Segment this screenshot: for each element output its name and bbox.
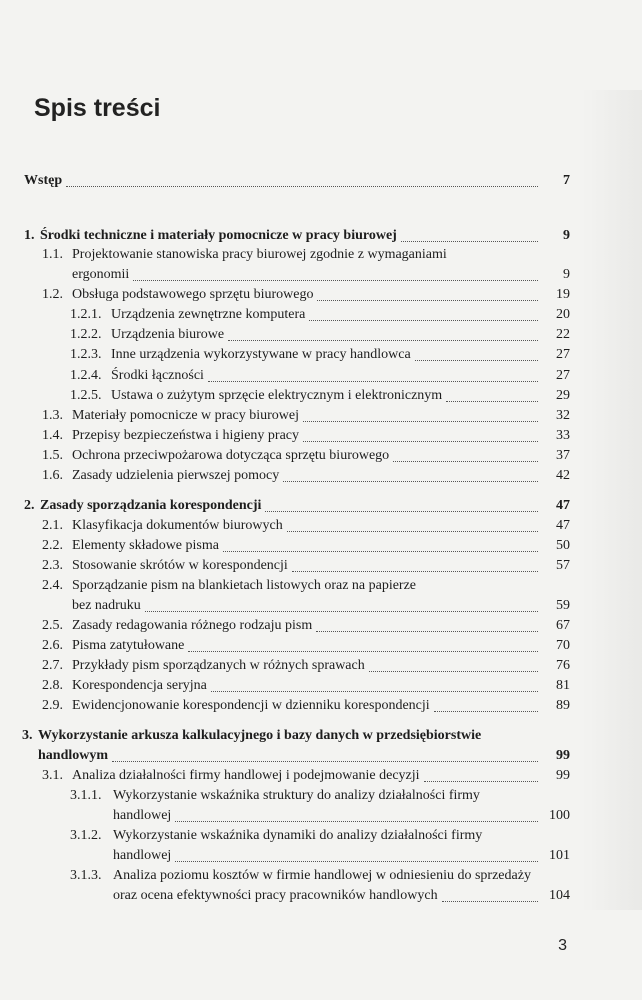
toc-entry-page: 7 <box>563 173 570 188</box>
toc-entry <box>0 245 642 265</box>
toc-entry-title: Sporządzanie pism na blankietach listowych oraz na papierze <box>72 578 417 593</box>
toc-entry <box>0 171 642 191</box>
toc-entry-number: 2.4. <box>42 578 63 593</box>
toc-entry-title: Materiały pomocnicze w pracy biurowej <box>72 408 300 423</box>
toc-entry-title: Wstęp <box>24 173 63 188</box>
toc-entry-page: 9 <box>563 267 570 282</box>
toc-entry <box>0 576 642 596</box>
toc-entry-number: 1.6. <box>42 468 63 483</box>
toc-entry-page: 100 <box>549 808 570 823</box>
toc-dot-leader <box>66 184 538 187</box>
toc-entry <box>0 446 642 466</box>
toc-entry <box>0 886 642 906</box>
toc-entry-number: 1.4. <box>42 428 63 443</box>
toc-entry-title: Stosowanie skrótów w korespondencji <box>72 558 288 573</box>
toc-entry-title: Wykorzystanie wskaźnika struktury do analizy działalności firmy <box>113 788 480 803</box>
toc-entry-title: Inne urządzenia wykorzystywane w pracy handlowca <box>111 347 411 362</box>
toc-entry-page: 99 <box>556 768 570 783</box>
toc-entry-number: 2.3. <box>42 558 63 573</box>
toc-dot-leader <box>287 529 538 532</box>
toc-entry <box>0 305 642 325</box>
toc-entry <box>0 846 642 866</box>
toc-entry-page: 104 <box>549 888 570 903</box>
toc-entry <box>0 636 642 656</box>
toc-entry <box>0 676 642 696</box>
toc-entry <box>0 516 642 536</box>
toc-entry <box>0 596 642 616</box>
toc-entry-number: 2.7. <box>42 658 63 673</box>
toc-entry-page: 42 <box>556 468 570 483</box>
toc-entry-page: 81 <box>556 678 570 693</box>
toc-entry-number: 2.2. <box>42 538 63 553</box>
toc-entry-page: 101 <box>549 848 570 863</box>
toc-entry <box>0 265 642 285</box>
toc-entry-title: handlowej <box>113 808 172 823</box>
page-number: 3 <box>558 937 567 954</box>
toc-entry-title: Ochrona przeciwpożarowa dotycząca sprzętu biurowego <box>72 448 390 463</box>
toc-entry <box>0 325 642 345</box>
toc-entry-page: 89 <box>556 698 570 713</box>
toc-entry-number: 2.9. <box>42 698 63 713</box>
toc-entry-title: Projektowanie stanowiska pracy biurowej zgodnie z wymaganiami <box>72 247 447 262</box>
toc-entry-title: Klasyfikacja dokumentów biurowych <box>72 518 283 533</box>
toc-dot-leader <box>211 689 538 692</box>
toc-entry-number: 2.8. <box>42 678 63 693</box>
toc-dot-leader <box>317 298 538 301</box>
page-title: Spis treści <box>34 94 161 122</box>
toc-entry-title: oraz ocena efektywności pracy pracowników handlowych <box>113 888 438 903</box>
toc-entry <box>0 726 642 746</box>
toc-entry <box>0 746 642 766</box>
toc-entry <box>0 366 642 386</box>
toc-entry <box>0 386 642 406</box>
toc-entry-title: Ustawa o zużytym sprzęcie elektrycznym i elektronicznym <box>111 388 443 403</box>
toc-entry <box>0 466 642 486</box>
toc-entry <box>0 496 642 516</box>
toc-dot-leader <box>265 509 538 512</box>
toc-entry-title: Obsługa podstawowego sprzętu biurowego <box>72 287 314 302</box>
toc-entry-page: 22 <box>556 327 570 342</box>
toc-dot-leader <box>303 439 538 442</box>
toc-entry-page: 27 <box>556 368 570 383</box>
toc-entry-title: Ewidencjonowanie korespondencji w dzienniku korespondencji <box>72 698 430 713</box>
toc-entry-page: 50 <box>556 538 570 553</box>
toc-entry-title: handlowym <box>38 748 109 763</box>
toc-dot-leader <box>112 759 538 762</box>
toc-entry-page: 37 <box>556 448 570 463</box>
toc-entry-number: 3. <box>22 728 33 743</box>
toc-entry-page: 47 <box>556 498 570 513</box>
toc-entry-number: 3.1. <box>42 768 63 783</box>
toc-entry-title: handlowej <box>113 848 172 863</box>
toc-entry <box>0 866 642 886</box>
toc-entry-number: 1.1. <box>42 247 63 262</box>
toc-dot-leader <box>133 278 538 281</box>
toc-dot-leader <box>188 649 538 652</box>
toc-entry <box>0 226 642 246</box>
toc-entry <box>0 696 642 716</box>
toc-dot-leader <box>309 318 538 321</box>
toc-entry-page: 59 <box>556 598 570 613</box>
toc-entry-title: Analiza poziomu kosztów w firmie handlowej w odniesieniu do sprzedaży <box>113 868 531 883</box>
toc-entry <box>0 406 642 426</box>
toc-entry <box>0 556 642 576</box>
toc-entry-number: 2.1. <box>42 518 63 533</box>
toc-entry-page: 29 <box>556 388 570 403</box>
toc-dot-leader <box>434 709 538 712</box>
toc-dot-leader <box>442 899 538 902</box>
toc-entry-page: 67 <box>556 618 570 633</box>
toc-entry <box>0 345 642 365</box>
toc-entry-title: Elementy składowe pisma <box>72 538 219 553</box>
toc-entry-title: Pisma zatytułowane <box>72 638 185 653</box>
toc-entry-number: 1.3. <box>42 408 63 423</box>
toc-entry-title: Środki łączności <box>111 368 204 383</box>
toc-entry-number: 1.5. <box>42 448 63 463</box>
toc-entry <box>0 786 642 806</box>
toc-entry-number: 1.2.2. <box>70 327 102 342</box>
toc-entry-title: Wykorzystanie arkusza kalkulacyjnego i bazy danych w przedsiębiorstwie <box>38 728 482 743</box>
toc-entry <box>0 426 642 446</box>
toc-dot-leader <box>175 819 538 822</box>
toc-entry-title: Przepisy bezpieczeństwa i higieny pracy <box>72 428 300 443</box>
toc-entry-page: 33 <box>556 428 570 443</box>
toc-entry <box>0 806 642 826</box>
toc-entry-number: 1.2.5. <box>70 388 102 403</box>
toc-entry <box>0 536 642 556</box>
toc-entry-title: Przykłady pism sporządzanych w różnych sprawach <box>72 658 365 673</box>
toc-entry-number: 1. <box>24 228 35 243</box>
toc-entry-page: 9 <box>563 228 570 243</box>
toc-entry-page: 57 <box>556 558 570 573</box>
toc-dot-leader <box>283 479 538 482</box>
toc-dot-leader <box>401 239 538 242</box>
toc-entry-number: 1.2.4. <box>70 368 102 383</box>
toc-entry-title: Wykorzystanie wskaźnika dynamiki do analizy działalności firmy <box>113 828 483 843</box>
toc-dot-leader <box>393 459 538 462</box>
toc-entry <box>0 656 642 676</box>
toc-entry <box>0 766 642 786</box>
toc-entry-page: 76 <box>556 658 570 673</box>
toc-entry-page: 70 <box>556 638 570 653</box>
toc-entry <box>0 826 642 846</box>
toc-dot-leader <box>369 669 538 672</box>
toc-dot-leader <box>228 338 538 341</box>
toc-entry-page: 20 <box>556 307 570 322</box>
toc-entry-title: ergonomii <box>72 267 130 282</box>
toc-dot-leader <box>415 358 538 361</box>
toc-entry-number: 2.5. <box>42 618 63 633</box>
toc-entry-number: 1.2.1. <box>70 307 102 322</box>
toc-entry-title: Zasady udzielenia pierwszej pomocy <box>72 468 280 483</box>
toc-entry-page: 99 <box>556 748 570 763</box>
toc-entry-page: 47 <box>556 518 570 533</box>
toc-entry-title: Zasady sporządzania korespondencji <box>40 498 262 513</box>
toc-entry-number: 3.1.2. <box>70 828 102 843</box>
toc-entry <box>0 285 642 305</box>
toc-entry-number: 3.1.3. <box>70 868 102 883</box>
toc-entry-number: 1.2.3. <box>70 347 102 362</box>
toc-entry-page: 32 <box>556 408 570 423</box>
toc-dot-leader <box>316 629 538 632</box>
toc-entry-title: Urządzenia zewnętrzne komputera <box>111 307 306 322</box>
toc-dot-leader <box>145 609 538 612</box>
toc-dot-leader <box>292 569 538 572</box>
toc-entry <box>0 616 642 636</box>
toc-entry-title: Analiza działalności firmy handlowej i podejmowanie decyzji <box>72 768 420 783</box>
toc-entry-number: 1.2. <box>42 287 63 302</box>
toc-dot-leader <box>303 419 538 422</box>
toc-dot-leader <box>446 399 538 402</box>
toc-entry-page: 19 <box>556 287 570 302</box>
toc-entry-title: bez nadruku <box>72 598 141 613</box>
toc-dot-leader <box>175 859 538 862</box>
toc-entry-title: Urządzenia biurowe <box>111 327 225 342</box>
toc-entry-number: 2.6. <box>42 638 63 653</box>
toc-entry-title: Zasady redagowania różnego rodzaju pism <box>72 618 313 633</box>
toc-dot-leader <box>223 549 538 552</box>
toc-entry-page: 27 <box>556 347 570 362</box>
toc-entry-title: Środki techniczne i materiały pomocnicze w pracy biurowej <box>40 228 397 243</box>
toc-entry-number: 3.1.1. <box>70 788 102 803</box>
toc-dot-leader <box>208 379 538 382</box>
toc-entry-number: 2. <box>24 498 35 513</box>
toc-dot-leader <box>424 779 538 782</box>
toc-entry-title: Korespondencja seryjna <box>72 678 207 693</box>
